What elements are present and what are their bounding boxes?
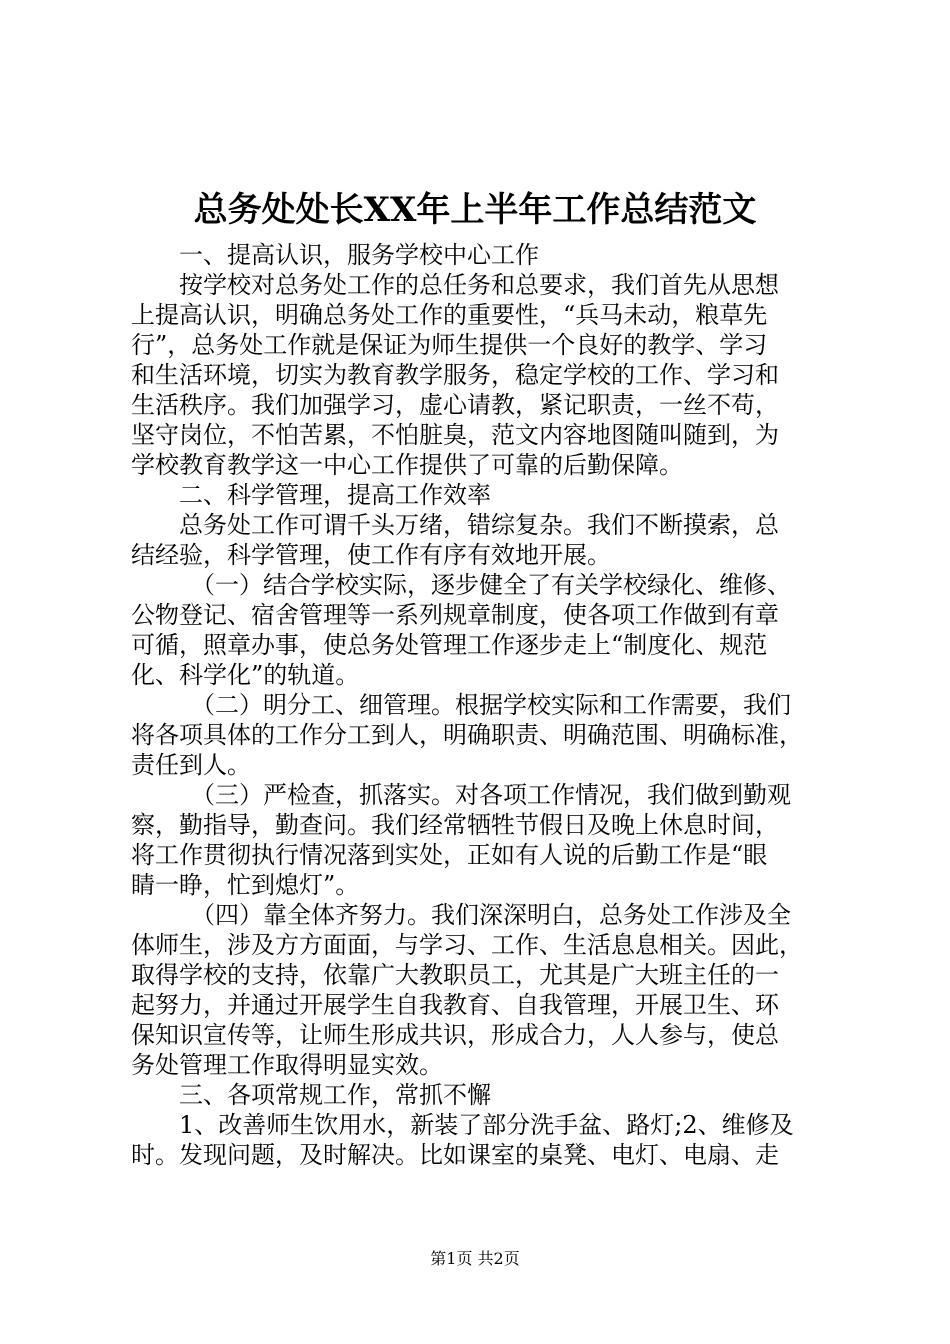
paragraph-line: 结经验，科学管理，使工作有序有效地开展。 <box>131 541 611 569</box>
paragraph-line: （四）靠全体齐努力。我们深深明白，总务处工作涉及全 <box>191 901 791 929</box>
paragraph-line: 公物登记、宿舍管理等一系列规章制度，使各项工作做到有章 <box>131 601 779 629</box>
paragraph-line: 责任到人。 <box>131 751 251 779</box>
paragraph-line: 上提高认识，明确总务处工作的重要性，“兵马未动，粮草先 <box>131 301 768 329</box>
paragraph-line: 坚守岗位，不怕苦累，不怕脏臭，范文内容地图随叫随到，为 <box>131 421 779 449</box>
paragraph-line: 起努力，并通过开展学生自我教育、自我管理，开展卫生、环 <box>131 991 779 1019</box>
paragraph-line: 和生活环境，切实为教育教学服务，稳定学校的工作、学习和 <box>131 361 779 389</box>
paragraph-line: 总务处工作可谓千头万绪，错综复杂。我们不断摸索，总 <box>179 511 779 539</box>
paragraph-line: （二）明分工、细管理。根据学校实际和工作需要，我们 <box>191 691 791 719</box>
paragraph-line: 睛一睁，忙到熄灯”。 <box>131 871 360 899</box>
paragraph-line: 1、改善师生饮用水，新装了部分洗手盆、路灯;2、维修及 <box>179 1111 794 1139</box>
paragraph-line: 时。发现问题，及时解决。比如课室的桌凳、电灯、电扇、走 <box>131 1141 779 1169</box>
heading-2: 二、科学管理，提高工作效率 <box>179 481 491 509</box>
paragraph-line: 取得学校的支持，依靠广大教职员工，尤其是广大班主任的一 <box>131 961 779 989</box>
heading-3: 三、各项常规工作，常抓不懈 <box>179 1081 491 1109</box>
paragraph-line: 化、科学化”的轨道。 <box>131 661 360 689</box>
paragraph-line: 体师生，涉及方方面面，与学习、工作、生活息息相关。因此， <box>131 931 803 959</box>
paragraph-line: （一）结合学校实际，逐步健全了有关学校绿化、维修、 <box>191 571 791 599</box>
paragraph-line: 行”，总务处工作就是保证为师生提供一个良好的教学、学习 <box>131 331 768 359</box>
paragraph-line: （三）严检查，抓落实。对各项工作情况，我们做到勤观 <box>191 781 791 809</box>
paragraph-line: 可循，照章办事，使总务处管理工作逐步走上“制度化、规范 <box>131 631 768 659</box>
document-title: 总务处处长XX年上半年工作总结范文 <box>193 190 757 230</box>
paragraph-line: 将各项具体的工作分工到人，明确职责、明确范围、明确标准， <box>131 721 803 749</box>
paragraph-line: 按学校对总务处工作的总任务和总要求，我们首先从思想 <box>179 271 779 299</box>
paragraph-line: 务处管理工作取得明显实效。 <box>131 1051 443 1079</box>
document-body <box>131 240 831 1170</box>
paragraph-line: 将工作贯彻执行情况落到实处，正如有人说的后勤工作是“眼 <box>131 841 768 869</box>
heading-1: 一、提高认识，服务学校中心工作 <box>179 241 539 269</box>
paragraph-line: 学校教育教学这一中心工作提供了可靠的后勤保障。 <box>131 451 683 479</box>
page-footer: 第1页 共2页 <box>430 1249 520 1268</box>
paragraph-line: 察，勤指导，勤查问。我们经常牺牲节假日及晚上休息时间， <box>131 811 779 839</box>
paragraph-line: 保知识宣传等，让师生形成共识，形成合力，人人参与，使总 <box>131 1021 779 1049</box>
paragraph-line: 生活秩序。我们加强学习，虚心请教，紧记职责，一丝不苟， <box>131 391 779 419</box>
